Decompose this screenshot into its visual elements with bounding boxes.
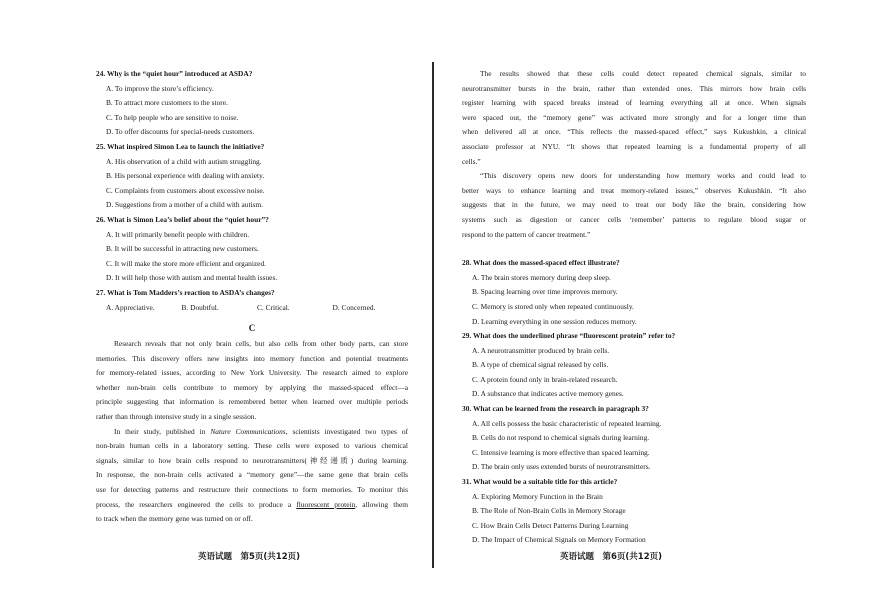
journal-name: Nature Communications (210, 426, 286, 436)
question-30-option-b: B. Cells do not respond to chemical signals during learning. (472, 433, 650, 443)
paragraph-3-line: associate professor at NYU. “It shows that repeated learning is a fundamental property of all (462, 141, 806, 151)
question-29-option-d: D. A substance that indicates active memory genes. (472, 389, 624, 399)
question-28-option-d: D. Learning everything in one session reduces memory. (472, 316, 637, 326)
paragraph-2-line: In response, the non-brain cells activated a “memory gene”—the same gene that brain cells (96, 470, 408, 480)
paragraph-2-line: use for detecting patterns and restructure their connections to form memories. To monitor this (96, 485, 408, 495)
question-26-stem: 26. What is Simon Lea’s belief about the “quiet hour”? (96, 214, 269, 224)
paragraph-2-line: signals, similar to how brain cells respond to neurotransmitters(神经递质) during learning. (96, 455, 408, 465)
question-24-option-d: D. To offer discounts for special-needs customers. (106, 127, 255, 137)
paragraph-2-line (96, 498, 408, 513)
question-27-options (96, 301, 408, 316)
paragraph-3-line: when delivered all at once. “This reflects the massed-spaced effect,” says Kukushkin, a clinical (462, 127, 806, 137)
paragraph-2-line6-pre: process, the researchers engineered the cells to produce a (96, 499, 297, 509)
question-30-option-a: A. All cells possess the basic characteristic of repeated learning. (472, 418, 662, 428)
question-24-option-c: C. To help people who are sensitive to noise. (106, 112, 239, 122)
paragraph-2-line: non-brain human cells in a laboratory setting. These cells were exposed to various chemical (96, 441, 408, 451)
paragraph-4-line: suggests that in the future, we may need to treat our body like the brain, considering how (462, 200, 806, 210)
question-30-option-c: C. Intensive learning is more effective than spaced learning. (472, 447, 650, 457)
question-25-option-a: A. His observation of a child with autism struggling. (106, 156, 262, 166)
paragraph-1-line: Research reveals that not only brain cells, but also cells from other body parts, can store (114, 339, 408, 349)
question-24-option-b: B. To attract more customers to the store. (106, 98, 228, 108)
question-31-stem: 31. What would be a suitable title for this article? (462, 477, 618, 487)
question-28-stem: 28. What does the massed-spaced effect illustrate? (462, 258, 620, 268)
paragraph-2-line1-post: , scientists investigated two types of (285, 426, 408, 436)
question-25-stem: 25. What inspired Simon Lea to launch the initiative? (96, 141, 265, 151)
section-heading: C (248, 323, 256, 334)
question-25-option-b: B. His personal experience with dealing with anxiety. (106, 171, 265, 181)
question-25-option-d: D. Suggestions from a mother of a child with autism. (106, 200, 264, 210)
paragraph-3-line: The results showed that these cells could detect repeated chemical signals, similar to (480, 69, 806, 78)
right-page-content (462, 67, 806, 548)
question-26-option-b: B. It will be successful in attracting new customers. (106, 244, 259, 254)
question-25-option-c: C. Complaints from customers about excessive noise. (106, 185, 265, 195)
paragraph-2-line (96, 425, 408, 440)
spacer (462, 242, 806, 256)
right-page (434, 0, 870, 615)
paragraph-1-line: for memory-related issues, according to New York University. The research aimed to explore (96, 368, 408, 378)
question-26-option-a: A. It will primarily benefit people with children. (106, 229, 250, 239)
question-27-option-d: D. Concerned. (332, 302, 376, 312)
question-31-option-a: A. Exploring Memory Function in the Brain (472, 491, 603, 501)
paragraph-4-line: “This discovery opens new doors for understanding how memory works and could lead to (480, 171, 806, 181)
question-26-option-d: D. It will help those with autism and mental health issues. (106, 273, 278, 283)
paragraph-4-line: better ways to enhance learning and treat memory-related issues,” observes Kukushkin. “It also (462, 185, 806, 195)
question-31-option-c: C. How Brain Cells Detect Patterns During Learning (472, 520, 629, 530)
left-page-content (96, 67, 408, 527)
paragraph-1-line: whether non-brain cells contribute to memory by applying the massed-spaced effect—a (96, 382, 408, 392)
underlined-phrase: fluorescent protein (296, 499, 356, 509)
question-27-option-b: B. Doubtful. (181, 302, 219, 312)
paragraph-2-line6-post: , allowing them (355, 499, 408, 509)
question-29-option-a: A. A neurotransmitter produced by brain cells. (472, 345, 610, 355)
question-28-option-a: A. The brain stores memory during deep sleep. (472, 272, 611, 282)
left-page (0, 0, 432, 615)
question-31-option-d: D. The Impact of Chemical Signals on Memory Formation (472, 535, 646, 545)
page-footer: 英语试题 第6页(共12页) (560, 552, 663, 562)
question-30-stem: 30. What can be learned from the research in paragraph 3? (462, 404, 649, 414)
question-29-stem: 29. What does the underlined phrase “fluorescent protein” refer to? (462, 331, 676, 341)
question-27-option-a: A. Appreciative. (106, 302, 155, 312)
question-27-stem: 27. What is Tom Madders’s reaction to ASDA’s changes? (96, 287, 275, 297)
paragraph-1-line: memories. This discovery offers new insights into memory function and potential treatments (96, 353, 408, 363)
paragraph-3-line: register learning with spaced breaks instead of learning everything all at once. When signals (462, 98, 806, 108)
question-26-option-c: C. It will make the store more efficient and organized. (106, 258, 267, 268)
question-24-option-a: A. To improve the store’s efficiency. (106, 83, 214, 93)
paragraph-3-line: were spaced out, the “memory gene” was activated more strongly and for a longer time than (462, 112, 806, 122)
question-31-option-b: B. The Role of Non-Brain Cells in Memory Storage (472, 506, 626, 516)
paragraph-3-line: neurotransmitter bursts in the brain, rather than extended ones. This mirrors how brain cells (462, 83, 806, 93)
question-29-option-b: B. A type of chemical signal released by cells. (472, 360, 609, 370)
question-28-option-c: C. Memory is stored only when repeated continuously. (472, 301, 634, 311)
paragraph-2-line1-pre: In their study, published in (114, 426, 211, 436)
question-28-option-b: B. Spacing learning over time improves memory. (472, 287, 618, 297)
paragraph-1-line: rather than through intensive study in a single session. (96, 412, 257, 422)
paragraph-2-line: to track when the memory gene was turned on or off. (96, 514, 253, 524)
paragraph-3-line: cells.” (462, 156, 481, 166)
question-24-stem: 24. Why is the “quiet hour” introduced at ASDA? (96, 69, 253, 78)
paragraph-1-line: principle suggesting that information is remembered better when learned over multiple periods (96, 397, 408, 407)
question-29-option-c: C. A protein found only in brain-related research. (472, 374, 618, 384)
question-30-option-d: D. The brain only uses extended bursts of neurotransmitters. (472, 462, 651, 472)
paragraph-4-line: systems such as digestion or cancer cells ‘remember’ patterns to regulate blood sugar or (462, 214, 806, 224)
paragraph-4-line: respond to the pattern of cancer treatment.” (462, 229, 591, 239)
question-27-option-c: C. Critical. (257, 302, 290, 312)
page-footer: 英语试题 第5页(共12页) (198, 552, 301, 562)
